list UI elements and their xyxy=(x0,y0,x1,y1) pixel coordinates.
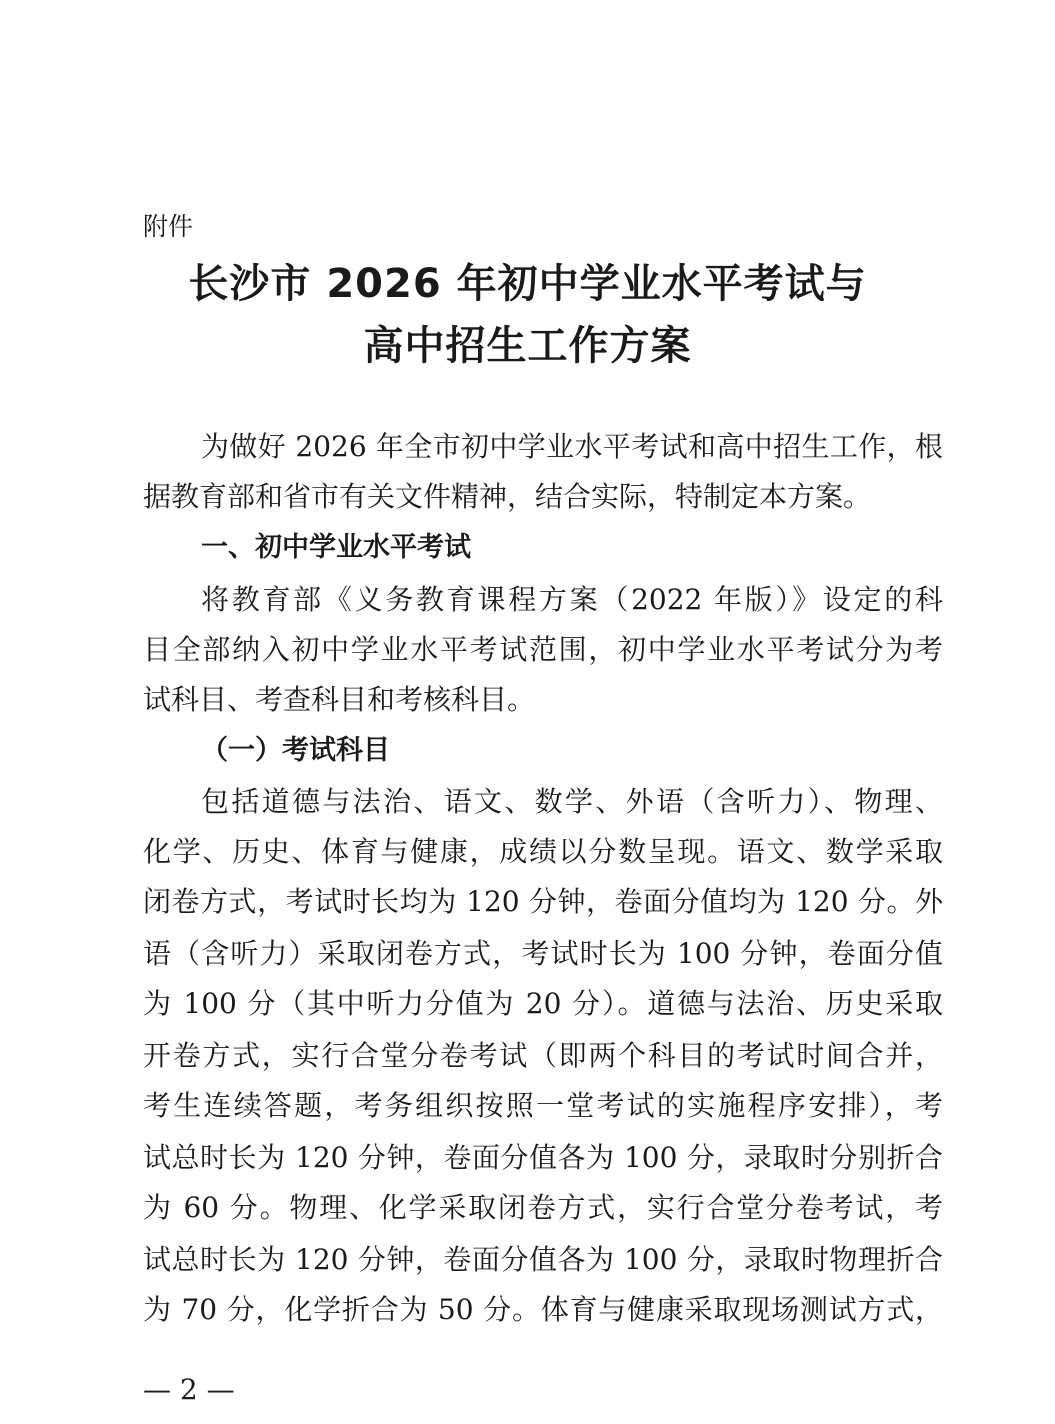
document-title-line-2: 高中招生工作方案 xyxy=(363,323,692,369)
subsection-body-line: 试总时长为 120 分钟，卷面分值各为 100 分，录取时分别折合 xyxy=(143,1141,943,1174)
subsection-body-line: 开卷方式，实行合堂分卷考试（即两个科目的考试时间合并， xyxy=(143,1039,943,1072)
subsection-heading: （一）考试科目 xyxy=(201,735,390,766)
subsection-body-line: 为 100 分（其中听力分值为 20 分）。道德与法治、历史采取 xyxy=(143,987,943,1020)
page-number: — 2 — xyxy=(143,1373,235,1406)
subsection-body-line: 闭卷方式，考试时长均为 120 分钟，卷面分值均为 120 分。外 xyxy=(143,885,943,918)
section-body-line: 将教育部《义务教育课程方案（2022 年版）》设定的科 xyxy=(201,583,943,616)
subsection-body-line: 化学、历史、体育与健康，成绩以分数呈现。语文、数学采取 xyxy=(143,835,943,868)
subsection-body-line: 为 60 分。物理、化学采取闭卷方式，实行合堂分卷考试，考 xyxy=(143,1191,943,1224)
attachment-label: 附件 xyxy=(143,212,194,241)
subsection-body-line: 考生连续答题，考务组织按照一堂考试的实施程序安排），考 xyxy=(143,1089,943,1122)
section-body-line: 试科目、考查科目和考核科目。 xyxy=(143,683,536,716)
document-title-line-1: 长沙市 2026 年初中学业水平考试与 xyxy=(188,261,867,307)
subsection-body-line: 包括道德与法治、语文、数学、外语（含听力）、物理、 xyxy=(201,785,943,818)
subsection-body-line: 为 70 分，化学折合为 50 分。体育与健康采取现场测试方式， xyxy=(143,1293,943,1326)
subsection-body-line: 语（含听力）采取闭卷方式，考试时长为 100 分钟，卷面分值 xyxy=(143,937,943,970)
section-heading: 一、初中学业水平考试 xyxy=(201,532,471,563)
section-body-line: 目全部纳入初中学业水平考试范围，初中学业水平考试分为考 xyxy=(143,633,943,666)
subsection-body-line: 试总时长为 120 分钟，卷面分值各为 100 分，录取时物理折合 xyxy=(143,1243,943,1276)
intro-line: 据教育部和省市有关文件精神，结合实际，特制定本方案。 xyxy=(143,480,872,513)
intro-line: 为做好 2026 年全市初中学业水平考试和高中招生工作，根 xyxy=(201,430,943,463)
